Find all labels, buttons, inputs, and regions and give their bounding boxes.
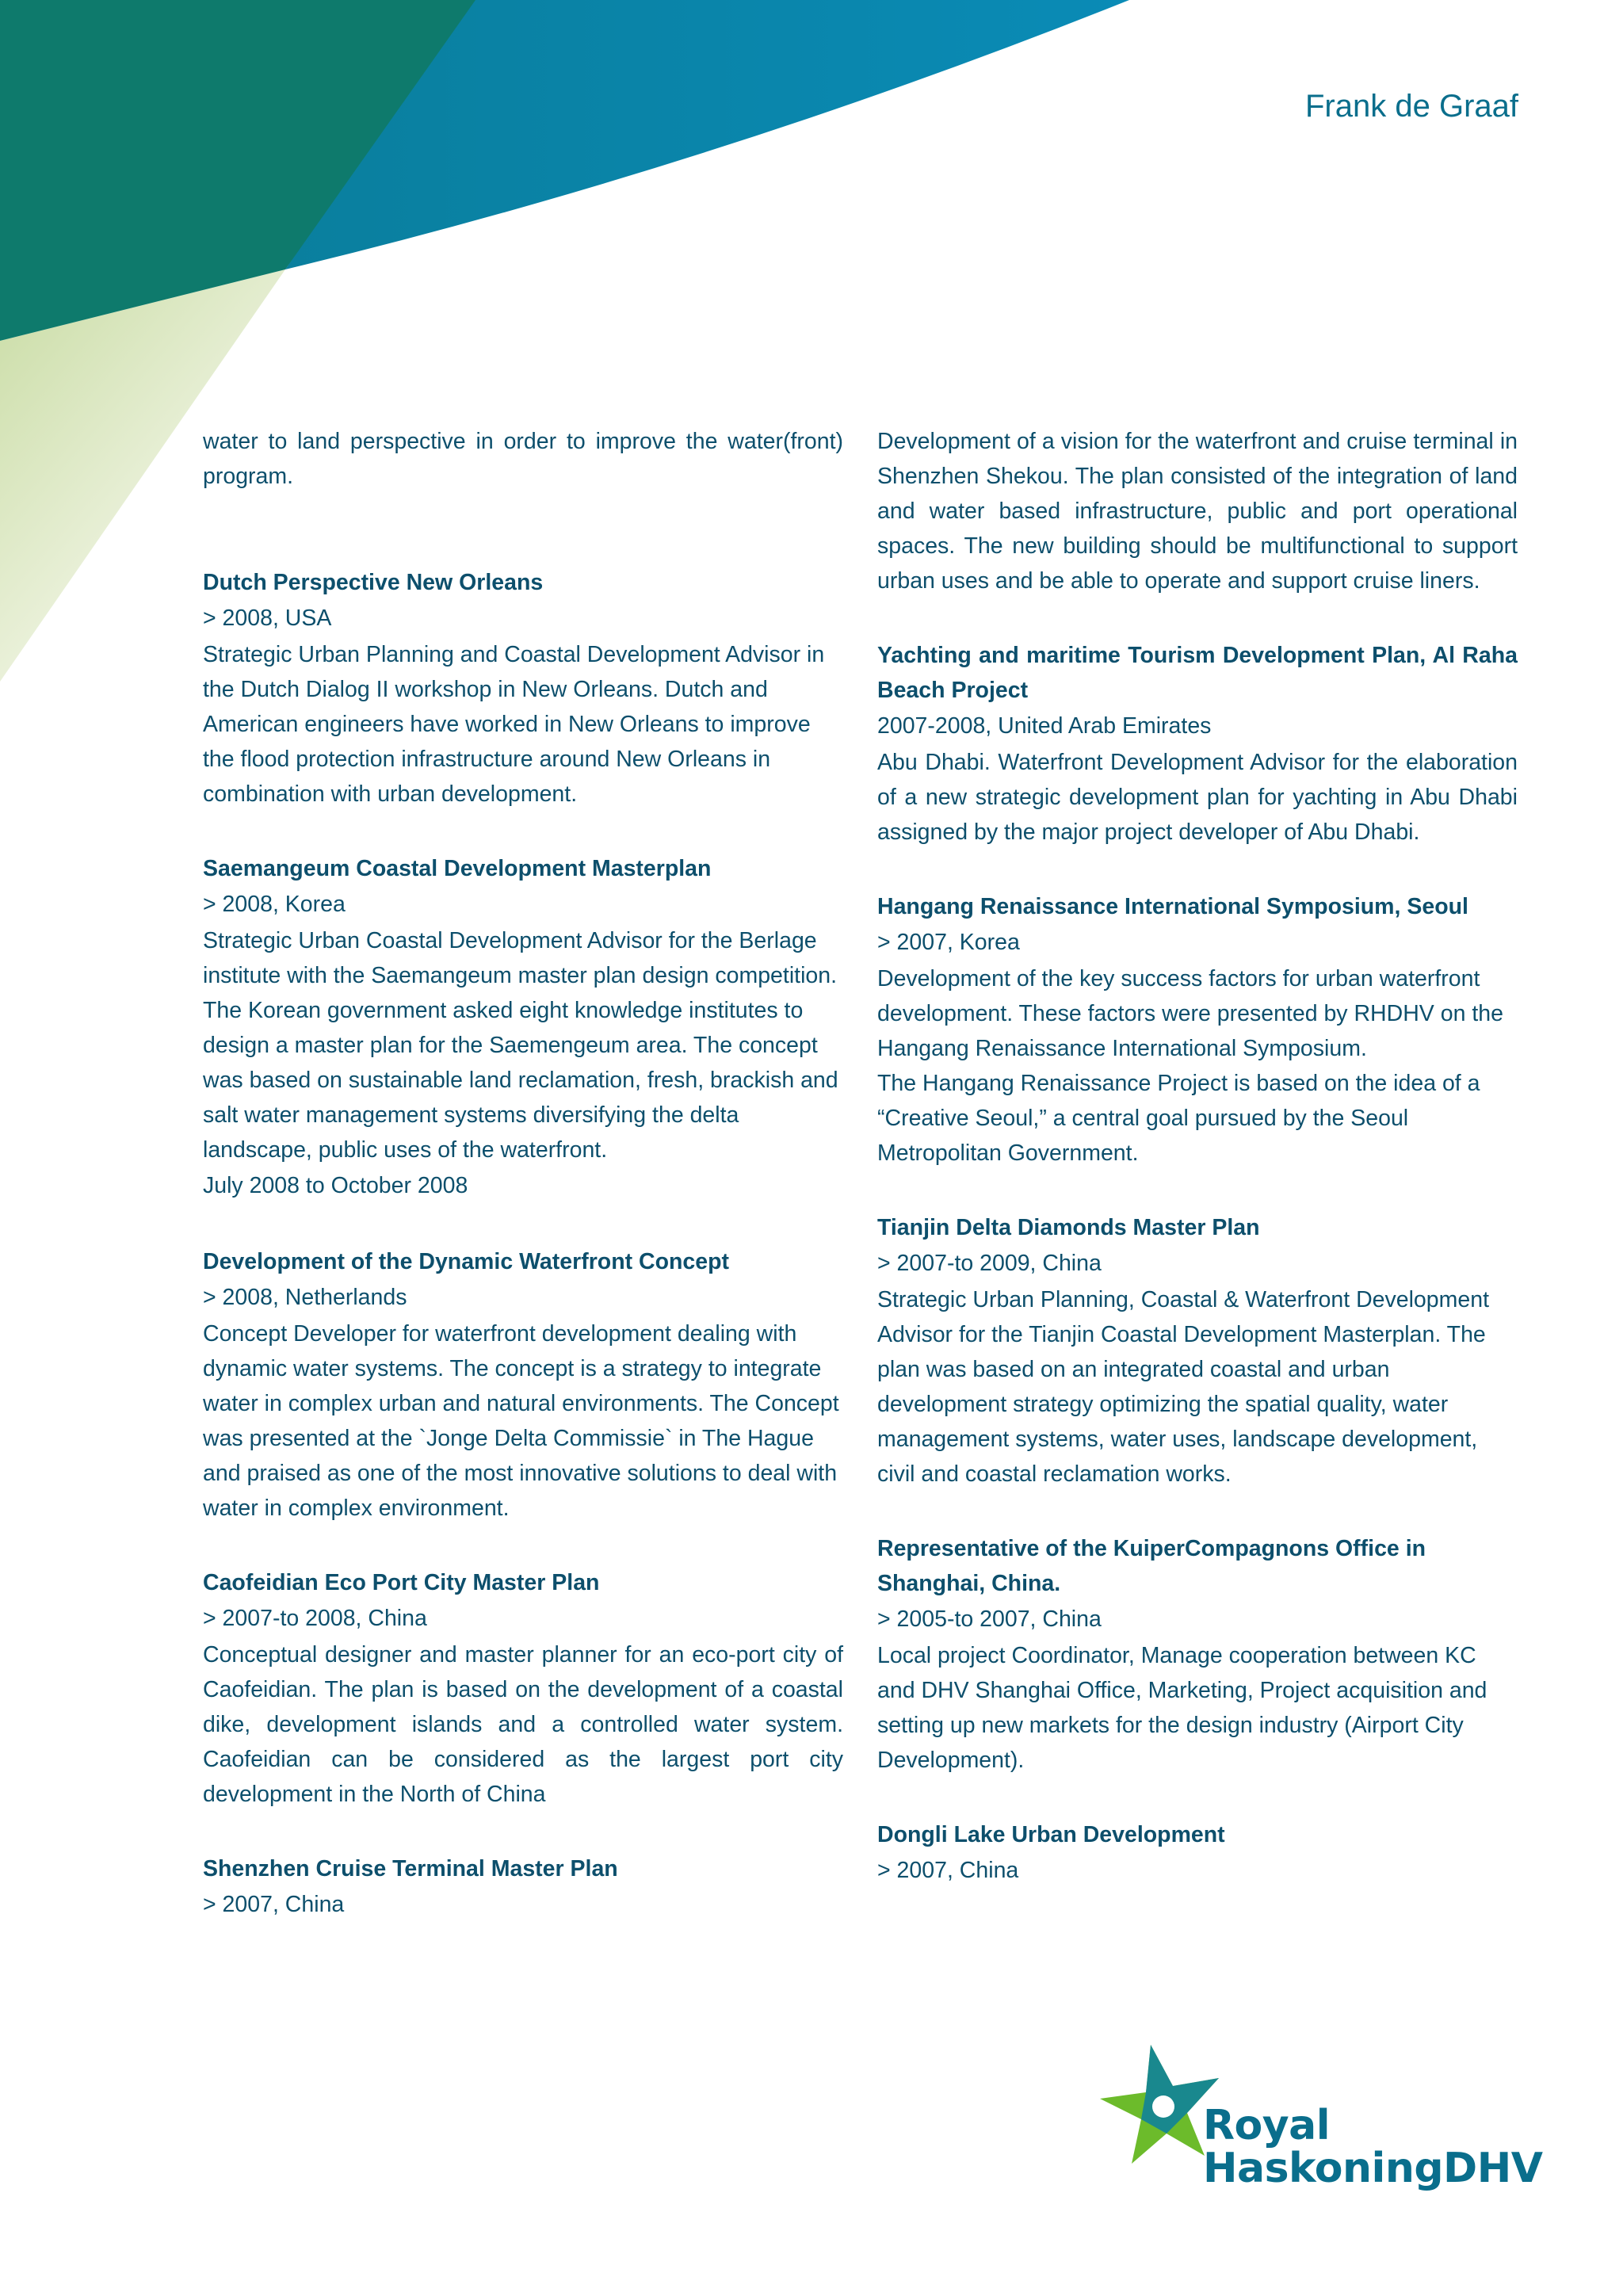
project-title: Dutch Perspective New Orleans — [203, 570, 544, 595]
project-meta: > 2007-to 2008, China — [203, 1606, 427, 1631]
project-entry — [203, 1851, 843, 1924]
project-description: Development of the key success factors for urban waterfront development. These factors were presented by RHDHV on the Hangang Renaissance International Symposium. — [877, 966, 1503, 1061]
continued-paragraph: Development of a vision for the waterfront and cruise terminal in Shenzhen Shekou. The plan consisted of the integration of land and water based infrastructure, public and port operational spaces. The new building should be multifunctional to support urban uses and be able to operate and support cruise liners. — [877, 429, 1518, 594]
project-entry — [877, 1210, 1518, 1492]
project-description: Strategic Urban Planning, Coastal & Waterfront Development Advisor for the Tianjin Coastal Development Masterplan. The plan was based on an integrated coastal and urban development strategy optimizing the spatial quality, water management systems, water uses, landscape development, civil and coastal reclamation works. — [877, 1287, 1489, 1487]
project-title: Shenzhen Cruise Terminal Master Plan — [203, 1856, 618, 1881]
project-description: Strategic Urban Planning and Coastal Development Advisor in the Dutch Dialog II workshop in New Orleans. Dutch and American engineers have worked in New Orleans to improve the flood protection infrastructure around New Orleans in combination with urban development. — [203, 642, 825, 807]
star-icon — [1100, 2045, 1219, 2164]
project-title: Tianjin Delta Diamonds Master Plan — [877, 1215, 1260, 1240]
project-title: Caofeidian Eco Port City Master Plan — [203, 1570, 600, 1595]
project-entry — [203, 1565, 843, 1812]
project-description-extra: The Hangang Renaissance Project is based on the idea of a “Creative Seoul,” a central goal pursued by the Seoul Metropolitan Government. — [877, 1071, 1480, 1166]
project-entry — [877, 1531, 1518, 1778]
project-entry — [877, 424, 1518, 598]
project-meta: > 2007, Korea — [877, 930, 1020, 955]
project-entry — [203, 851, 843, 1205]
project-meta: > 2008, Korea — [203, 892, 346, 917]
project-title: Development of the Dynamic Waterfront Concept — [203, 1249, 730, 1274]
project-title: Representative of the KuiperCompagnons Office in Shanghai, China. — [877, 1536, 1426, 1596]
project-meta: > 2005-to 2007, China — [877, 1606, 1102, 1632]
project-description: Strategic Urban Coastal Development Advisor for the Berlage institute with the Saemangeum master plan design competition. The Korean government asked eight knowledge institutes to design a master plan for the Saemengeum area. The concept was based on sustainable land reclamation, fresh, brackish and salt water management systems diversifying the delta landscape, public uses of the waterfront. — [203, 928, 838, 1163]
right-column — [877, 424, 1518, 1889]
project-entry — [877, 1817, 1518, 1889]
project-title: Dongli Lake Urban Development — [877, 1822, 1225, 1847]
project-meta: > 2007, China — [877, 1858, 1019, 1883]
project-description: Abu Dhabi. Waterfront Development Advisor for the elaboration of a new strategic development plan for yachting in Abu Dhabi assigned by the major project developer of Abu Dhabi. — [877, 750, 1518, 845]
project-entry — [877, 889, 1518, 1171]
project-period: July 2008 to October 2008 — [203, 1173, 468, 1198]
project-title: Saemangeum Coastal Development Masterplan — [203, 856, 712, 881]
project-entry — [877, 638, 1518, 850]
left-column — [203, 424, 843, 1924]
project-meta: > 2008, Netherlands — [203, 1285, 407, 1310]
project-description: Local project Coordinator, Manage cooperation between KC and DHV Shanghai Office, Marketing, Project acquisition and setting up new markets for the design industry (Airport City Development). — [877, 1643, 1487, 1773]
logo-wordmark — [1203, 2104, 1542, 2190]
logo-line-haskoning: HaskoningDHV — [1203, 2145, 1543, 2192]
project-description: Concept Developer for waterfront development dealing with dynamic water systems. The concept is a strategy to integrate water in complex urban and natural environments. The Concept was presented at the `Jonge Delta Commissie` in The Hague and praised as one of the most innovative solutions to deal with water in complex environment. — [203, 1321, 839, 1521]
continued-paragraph: water to land perspective in order to improve the water(front) program. — [203, 429, 843, 489]
project-description: Conceptual designer and master planner for an eco-port city of Caofeidian. The plan is based on the development of a coastal dike, development islands and a controlled water system. Caofeidian can be considered as the largest port city development in the North of China — [203, 1642, 843, 1807]
project-meta: > 2008, USA — [203, 606, 332, 631]
project-entry — [203, 565, 843, 812]
project-meta: > 2007-to 2009, China — [877, 1251, 1102, 1276]
author-name: Frank de Graaf — [1304, 89, 1518, 124]
project-meta: > 2007, China — [203, 1892, 345, 1917]
project-meta: 2007-2008, United Arab Emirates — [877, 713, 1212, 739]
project-entry — [203, 1244, 843, 1526]
logo-line-royal: Royal — [1203, 2102, 1331, 2149]
project-title: Yachting and maritime Tourism Development Plan, Al Raha Beach Project — [877, 643, 1518, 703]
project-title: Hangang Renaissance International Symposium, Seoul — [877, 894, 1468, 919]
